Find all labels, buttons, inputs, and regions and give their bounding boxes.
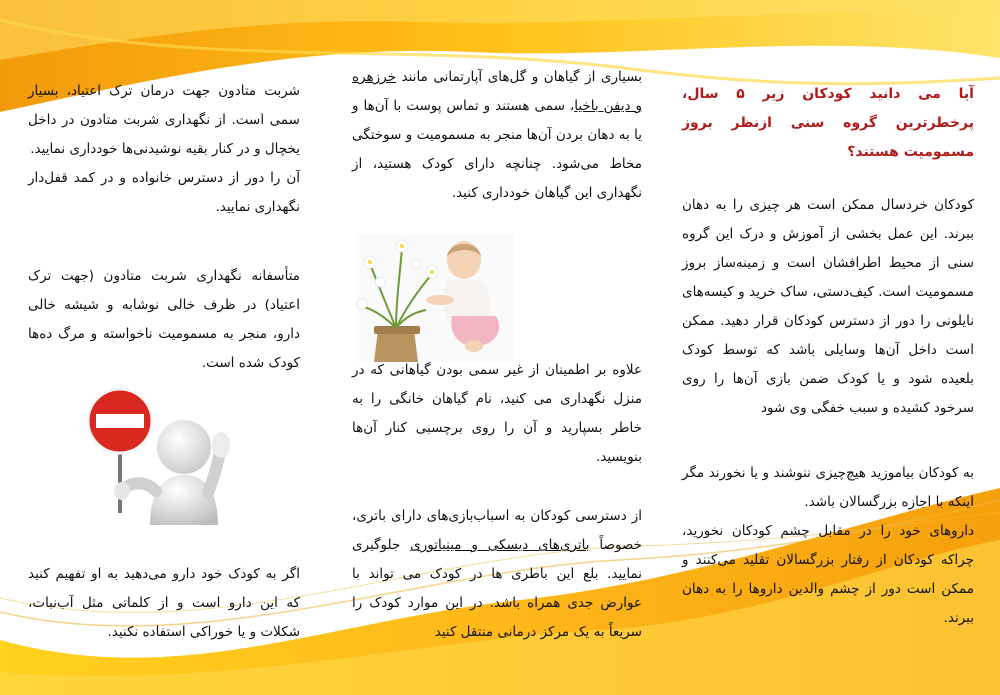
middle-paragraph-2: علاوه بر اطمینان از غیر سمی بودن گیاهانی که در منزل نگهداری می کنید، نام گیاهان خانگی را به خاطر بسپارید و آن را روی برچسبی کنار آن‌ها بنویسید. bbox=[352, 362, 642, 465]
right-column bbox=[682, 80, 974, 633]
left-paragraph-2: آن را دور از دسترس خانواده و در کمد قفل‌دار نگهداری نمایید. bbox=[28, 170, 300, 215]
left-paragraph-1: شربت متادون جهت درمان ترک اعتیاد، بسیار سمی است. از نگهداری شربت متادون در داخل یخچال و در کنار بقیه نوشیدنی‌ها خودداری نمایید. bbox=[28, 83, 300, 157]
left-paragraph-4: اگر به کودک خود دارو می‌دهید به او تفهیم کنید که این دارو است و از کلماتی مثل آب‌نبات، شکلات و یا خوراکی استفاده نکنید. bbox=[28, 566, 300, 640]
middle-paragraph-3-start: از دسترسی کودکان به اسباب‌بازی‌های دارای باتری، خصوصاً bbox=[352, 508, 642, 553]
middle-paragraph-3-end: جلوگیری نمایید. بلع این باطری ها در کودک می تواند با عوارض جدی همراه باشد. در این موارد کودک را سریعاً به یک مرکز درمانی منتقل کنید bbox=[352, 537, 642, 640]
left-column bbox=[28, 77, 300, 647]
middle-paragraph-1-start: بسیاری از گیاهان و گل‌های آپارتمانی مانند bbox=[395, 69, 642, 85]
right-paragraph-3: داروهای خود را در مقابل چشم کودکان نخورید، چراکه کودکان از رفتار بزرگسالان تقلید می‌کنند و ممکن است دور از چشم والدین داروها را به دهان ببرند. bbox=[682, 523, 974, 626]
right-paragraph-1: کودکان خردسال ممکن است هر چیزی را به دهان ببرند. این عمل بخشی از آموزش و درک این گروه سنی از محیط اطرافشان است و زمینه‌ساز بروز مسمومیت است. کیف‌دستی، ساک خرید و کیسه‌های نایلونی را دور از دسترس کودکان قرار دهید. ممکن است داخل آن‌ها وسایلی باشد که توسط کودک بلعیده شود و یا کودک ضمن بازی آن‌ها را روی سرخود کشیده و سبب خفگی وی شود bbox=[682, 197, 974, 416]
middle-paragraph-1-end: ، سمی هستند و تماس پوست با آن‌ها و یا به دهان بردن آن‌ها منجر به مسمومیت و سوختگی مخاط می‌شود. چنانچه دارای کودک هستید، از نگهداری این گیاهان خودداری کنید. bbox=[352, 98, 642, 201]
poisoning-age-heading: آیا می دانید کودکان زیر ۵ سال، پرخطرترین گروه سنی ازنظر بروز مسمومیت هستند؟ bbox=[682, 86, 974, 160]
figure-holding-stop-sign bbox=[80, 385, 240, 525]
battery-types-underlined: باتری‌های دیسکی و مینیاتوری bbox=[410, 537, 590, 553]
middle-paragraph-3 bbox=[352, 502, 642, 647]
plant-names-underlined: خرزهره و دیفن باخیا bbox=[352, 69, 642, 114]
baby-with-potted-plant-photo bbox=[356, 234, 514, 362]
middle-paragraph-1 bbox=[352, 63, 642, 208]
right-paragraph-2: به کودکان بیاموزید هیچ‌چیزی ننوشند و یا نخورند مگر اینکه با اجازه بزرگسالان باشد. bbox=[682, 465, 974, 510]
left-paragraph-3: متأسفانه نگهداری شربت متادون (جهت ترک اعتیاد) در ظرف خالی نوشابه و شیشه خالی دارو، منجر به مسمومیت ناخواسته و مرگ ده‌ها کودک شده است. bbox=[28, 268, 300, 371]
